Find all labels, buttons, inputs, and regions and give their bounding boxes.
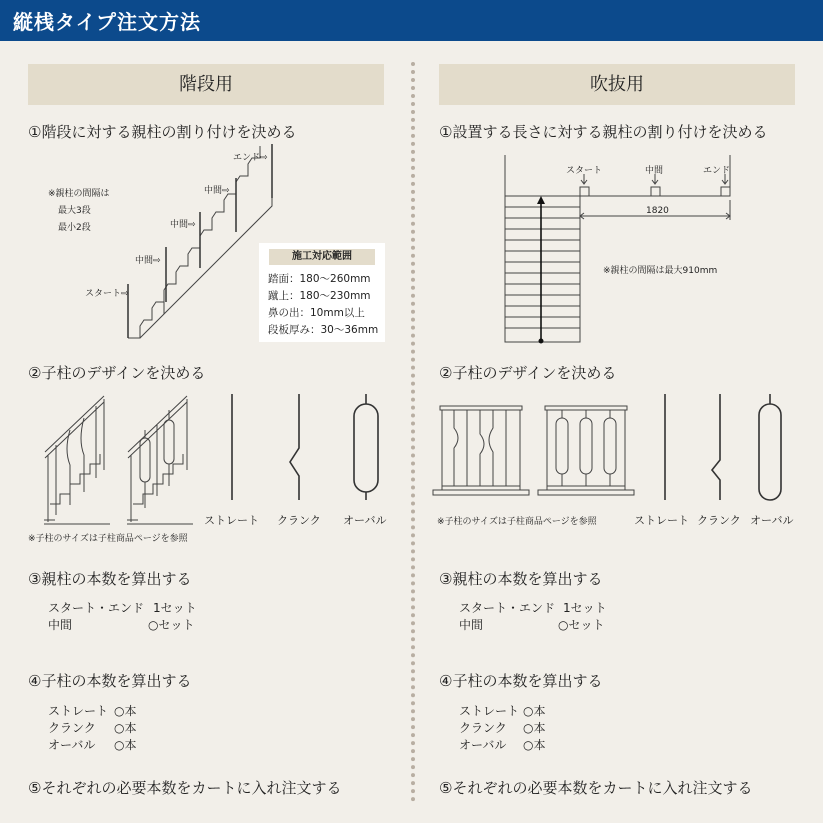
stair-count3-name-1: スタート・エンド [48,601,145,615]
stair-post-label-mid2: 中間⇨ [170,220,196,230]
stair-post-label-start: スタート⇨ [85,289,129,299]
atrium-step2-title: ②子柱のデザインを決める [439,364,617,382]
atrium-design-oval-label: オーバル [750,514,794,527]
stair-design-straight-label: ストレート [204,514,259,527]
stair-note-line1: ※親柱の間隔は [48,189,110,199]
stair-post-label-mid1: 中間⇨ [135,256,161,266]
stair-count4-qty-3: ○本 [114,738,137,752]
atrium-post-label-start: スタート [566,166,603,176]
stair-post-label-mid3: 中間⇨ [204,186,230,196]
stair-count4-qty-2: ○本 [114,721,137,735]
atrium-design-crank-label: クランク [697,514,741,527]
stair-post-label-end: エンド⇨ [233,153,268,163]
stair-step1-title: ①階段に対する親柱の割り付けを決める [28,123,297,141]
spec-row-tread: 踏面：180〜260mm [268,273,371,285]
page-title: 縦桟タイプ注文方法 [13,10,201,34]
atrium-count4-name-3: オーバル [459,738,507,752]
atrium-count3-name-2: 中間 [459,618,484,632]
spec-row-riser: 蹴上：180〜230mm [268,290,371,302]
atrium-step4-title: ④子柱の本数を算出する [439,672,603,690]
stair-count4-name-2: クランク [48,721,96,735]
stair-count4-name-3: オーバル [48,738,96,752]
atrium-section-header: 吹抜用 [439,64,795,105]
atrium-count3-qty-2: ○セット [558,618,605,632]
atrium-design-note: ※子柱のサイズは子柱商品ページを参照 [437,517,597,527]
atrium-step3-title: ③親柱の本数を算出する [439,570,603,588]
atrium-count4-name-2: クランク [459,721,507,735]
stair-count3-qty-2: ○セット [148,618,195,632]
spec-row-nosing: 鼻の出：10mm以上 [268,307,365,319]
stair-section-header: 階段用 [28,64,384,105]
stair-count3-qty-1: 1セット [153,601,197,615]
stair-step3-title: ③親柱の本数を算出する [28,570,192,588]
atrium-count3-name-1: スタート・エンド [459,601,556,615]
stair-step5-title: ⑤それぞれの必要本数をカートに入れ注文する [28,779,342,797]
stair-design-crank-label: クランク [277,514,321,527]
atrium-step1-title: ①設置する長さに対する親柱の割り付けを決める [439,123,768,141]
stair-note-line3: 最小2段 [58,223,91,233]
stair-count4-name-1: ストレート [48,704,109,718]
stair-note-line2: 最大3段 [58,206,91,216]
atrium-post-label-mid: 中間 [645,166,664,176]
atrium-step5-title: ⑤それぞれの必要本数をカートに入れ注文する [439,779,753,797]
stair-count4-qty-1: ○本 [114,704,137,718]
spec-row-thickness: 段板厚み：30〜36mm [268,324,379,336]
stair-step2-title: ②子柱のデザインを決める [28,364,206,382]
atrium-design-straight-label: ストレート [634,514,689,527]
stair-design-oval-label: オーバル [343,514,387,527]
stair-step4-title: ④子柱の本数を算出する [28,672,192,690]
spec-range-title: 施工対応範囲 [269,249,375,265]
atrium-post-label-end: エンド [703,166,731,176]
atrium-count3-qty-1: 1セット [563,601,607,615]
atrium-count4-qty-3: ○本 [523,738,546,752]
atrium-count4-qty-1: ○本 [523,704,546,718]
atrium-count4-name-1: ストレート [459,704,520,718]
atrium-dimension-label: 1820 [646,206,669,216]
stair-design-note: ※子柱のサイズは子柱商品ページを参照 [28,534,188,544]
stair-count3-name-2: 中間 [48,618,73,632]
atrium-count4-qty-2: ○本 [523,721,546,735]
atrium-post-note: ※親柱の間隔は最大910mm [603,266,718,276]
